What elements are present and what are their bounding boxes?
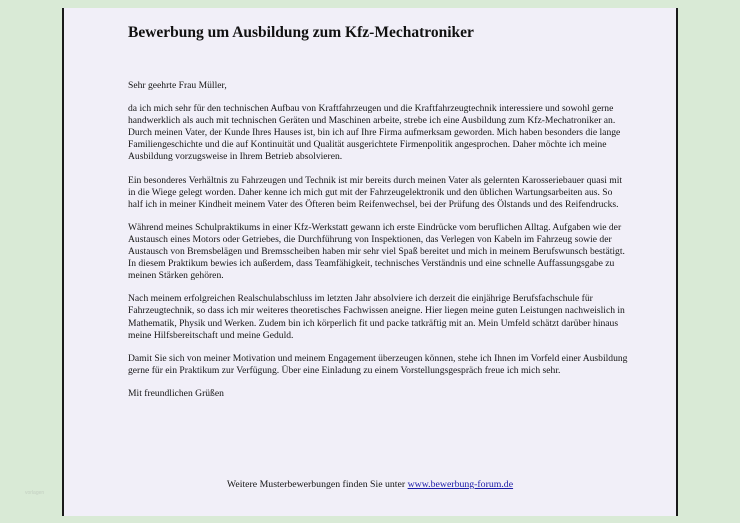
- paragraph-background: Ein besonderes Verhältnis zu Fahrzeugen und Technik ist mir bereits durch meinen Vater als gelernten Karosseriebauer quasi mit in die Wiege gelegt worden. Daher kenne ich mich gut mit der Fahrzeugelektronik und den üblichen Wartungsarbeiten aus. So half ich in meiner Kindheit meinem Vater des Öfteren beim Reifenwechsel, bei der Prüfung des Ölstands und des Reifendrucks.: [128, 174, 623, 210]
- paragraph-internship: Während meines Schulpraktikums in einer Kfz-Werkstatt gewann ich erste Eindrücke vom beruflichen Alltag. Aufgaben wie der Austausch eines Motors oder Getriebes, die Durchführung von Inspektionen, das Verlegen von Kabeln im Fahrzeug sowie der Austausch von Bremsbelägen und Bremsscheiben haben mir sehr viel Spaß bereitet und mich in meinem Berufswunsch bestätigt. In diesem Praktikum bewies ich außerdem, dass Teamfähigkeit, technisches Verständnis und eine schnelle Auffassungsgabe zu meinen Stärken gehören.: [128, 221, 625, 282]
- letter-body: [128, 80, 628, 411]
- footer-link[interactable]: www.bewerbung-forum.de: [407, 479, 514, 490]
- paragraph-education: Nach meinem erfolgreichen Realschulabschluss im letzten Jahr absolviere ich derzeit die einjährige Berufsfachschule für Fahrzeugtechnik, so dass ich mir weiteres theoretisches Fachwissen aneigne. Hier liegen meine guten Leistungen nachweislich in Mathematik, Physik und Werken. Zudem bin ich körperlich fit und packe tatkräftig mit an. Mein Umfeld schätzt darüber hinaus meine Hilfsbereitschaft und meine Geduld.: [128, 293, 625, 341]
- watermark: vorlagen: [25, 490, 45, 496]
- paragraph-motivation: da ich mich sehr für den technischen Aufbau von Kraftfahrzeugen und die Kraftfahrzeugtechnik interessiere und sowohl gerne handwerklich als auch mit technischen Geräten und Maschinen arbeite, strebe ich eine Ausbildung zum Kfz-Mechatroniker an. Durch meinen Vater, der Kunde Ihres Hauses ist, bin ich auf Ihre Firma aufmerksam geworden. Mich haben besonders die lange Familiengeschichte und die auf Kontinuität und Qualität ausgerichtete Firmenpolitik angesprochen. Daher möchte ich meine Ausbildung vorzugsweise in Ihrem Betrieb absolvieren.: [128, 103, 621, 163]
- footer-note: [64, 479, 676, 490]
- salutation: Sehr geehrte Frau Müller,: [128, 80, 227, 91]
- paragraph-closing-offer: Damit Sie sich von meiner Motivation und meinem Engagement überzeugen können, stehe ich Ihnen im Vorfeld einer Ausbildung gerne für ein Praktikum zur Verfügung. Über eine Einladung zu einem Vorstellungsgespräch freue ich mich sehr.: [128, 352, 628, 376]
- footer-text: Weitere Musterbewerbungen finden Sie unter: [226, 479, 408, 490]
- document-page: [62, 8, 678, 516]
- closing-greeting: Mit freundlichen Grüßen: [128, 387, 224, 399]
- letter-title: Bewerbung um Ausbildung zum Kfz-Mechatroniker: [128, 24, 474, 41]
